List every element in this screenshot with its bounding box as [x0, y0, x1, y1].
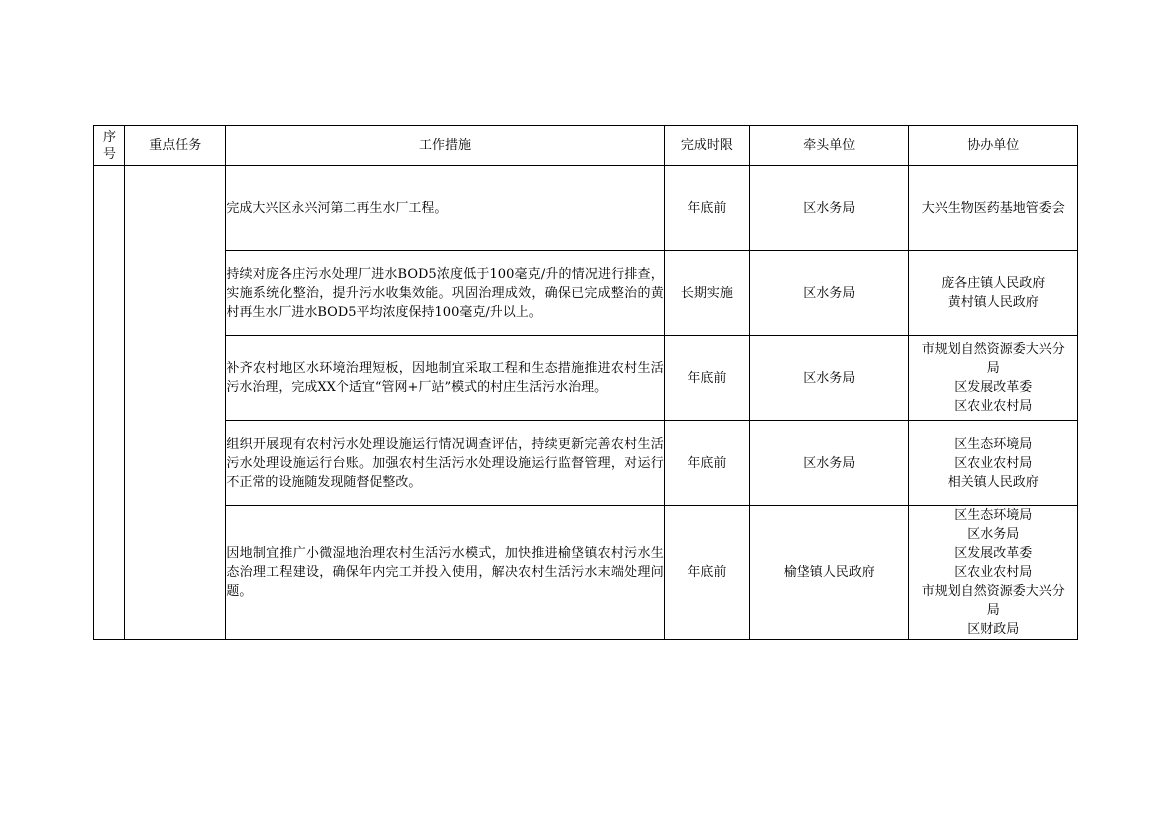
- assist-cell: [909, 166, 1078, 251]
- task-cell: [125, 166, 226, 640]
- assist-unit: 区生态环境局: [954, 436, 1033, 452]
- header-task: 重点任务: [125, 126, 226, 166]
- table-header-row: [94, 126, 1078, 166]
- assist-unit: 区生态环境局: [954, 508, 1033, 523]
- measure-cell: 补齐农村地区水环境治理短板，因地制宜采取工程和生态措施推进农村生活污水治理，完成XX个适宜“管网+厂站”模式的村庄生活污水治理。: [226, 336, 664, 421]
- measure-cell: 组织开展现有农村污水处理设施运行情况调查评估，持续更新完善农村生活污水处理设施运行台账。加强农村生活污水处理设施运行监督管理，对运行不正常的设施随发现随督促整改。: [226, 421, 664, 506]
- lead-cell: 区水务局: [749, 336, 908, 421]
- assist-cell: [909, 336, 1078, 421]
- lead-cell: 区水务局: [749, 421, 908, 506]
- table-row: [94, 506, 1078, 640]
- assist-unit: 区财政局: [967, 622, 1020, 637]
- header-seq: [94, 126, 125, 166]
- assist-unit: 市规划自然资源委大兴分局: [921, 342, 1065, 376]
- assist-unit: 区发展改革委: [954, 380, 1033, 395]
- header-assist: 协办单位: [909, 126, 1078, 166]
- assist-unit: 区农业农村局: [954, 399, 1033, 414]
- assist-cell: [909, 421, 1078, 506]
- assist-unit: 庞各庄镇人民政府: [941, 276, 1046, 291]
- deadline-cell: 年底前: [664, 166, 749, 251]
- deadline-cell: 长期实施: [664, 251, 749, 336]
- header-seq-label: 序号: [103, 129, 117, 162]
- deadline-cell: 年底前: [664, 421, 749, 506]
- task-table: [93, 125, 1078, 640]
- deadline-cell: 年底前: [664, 506, 749, 640]
- deadline-cell: 年底前: [664, 336, 749, 421]
- assist-unit: 区农业农村局: [954, 565, 1033, 580]
- assist-unit: 市规划自然资源委大兴分局: [921, 584, 1065, 618]
- lead-cell: 区水务局: [749, 251, 908, 336]
- assist-unit: 相关镇人民政府: [947, 474, 1039, 490]
- seq-cell: [94, 166, 125, 640]
- assist-unit: 区农业农村局: [954, 455, 1033, 471]
- measure-cell: 完成大兴区永兴河第二再生水厂工程。: [226, 166, 664, 251]
- assist-unit: 区水务局: [967, 527, 1020, 542]
- assist-unit: 大兴生物医药基地管委会: [921, 200, 1065, 216]
- assist-unit: 黄村镇人民政府: [947, 295, 1039, 310]
- header-measure: 工作措施: [226, 126, 664, 166]
- table-row: [94, 336, 1078, 421]
- header-deadline: 完成时限: [664, 126, 749, 166]
- assist-cell: [909, 251, 1078, 336]
- lead-cell: 区水务局: [749, 166, 908, 251]
- table-row: [94, 421, 1078, 506]
- table-row: [94, 166, 1078, 251]
- measure-cell: 持续对庞各庄污水处理厂进水BOD5浓度低于100毫克/升的情况进行排查，实施系统化整治，提升污水收集效能。巩固治理成效，确保已完成整治的黄村再生水厂进水BOD5平均浓度保持100毫克/升以上。: [226, 251, 664, 336]
- measure-cell: 因地制宜推广小微湿地治理农村生活污水模式，加快推进榆垡镇农村污水生态治理工程建设，确保年内完工并投入使用，解决农村生活污水末端处理问题。: [226, 506, 664, 640]
- assist-unit: 区发展改革委: [954, 546, 1033, 561]
- lead-cell: 榆垡镇人民政府: [749, 506, 908, 640]
- table-row: [94, 251, 1078, 336]
- header-lead: 牵头单位: [749, 126, 908, 166]
- assist-cell: [909, 506, 1078, 640]
